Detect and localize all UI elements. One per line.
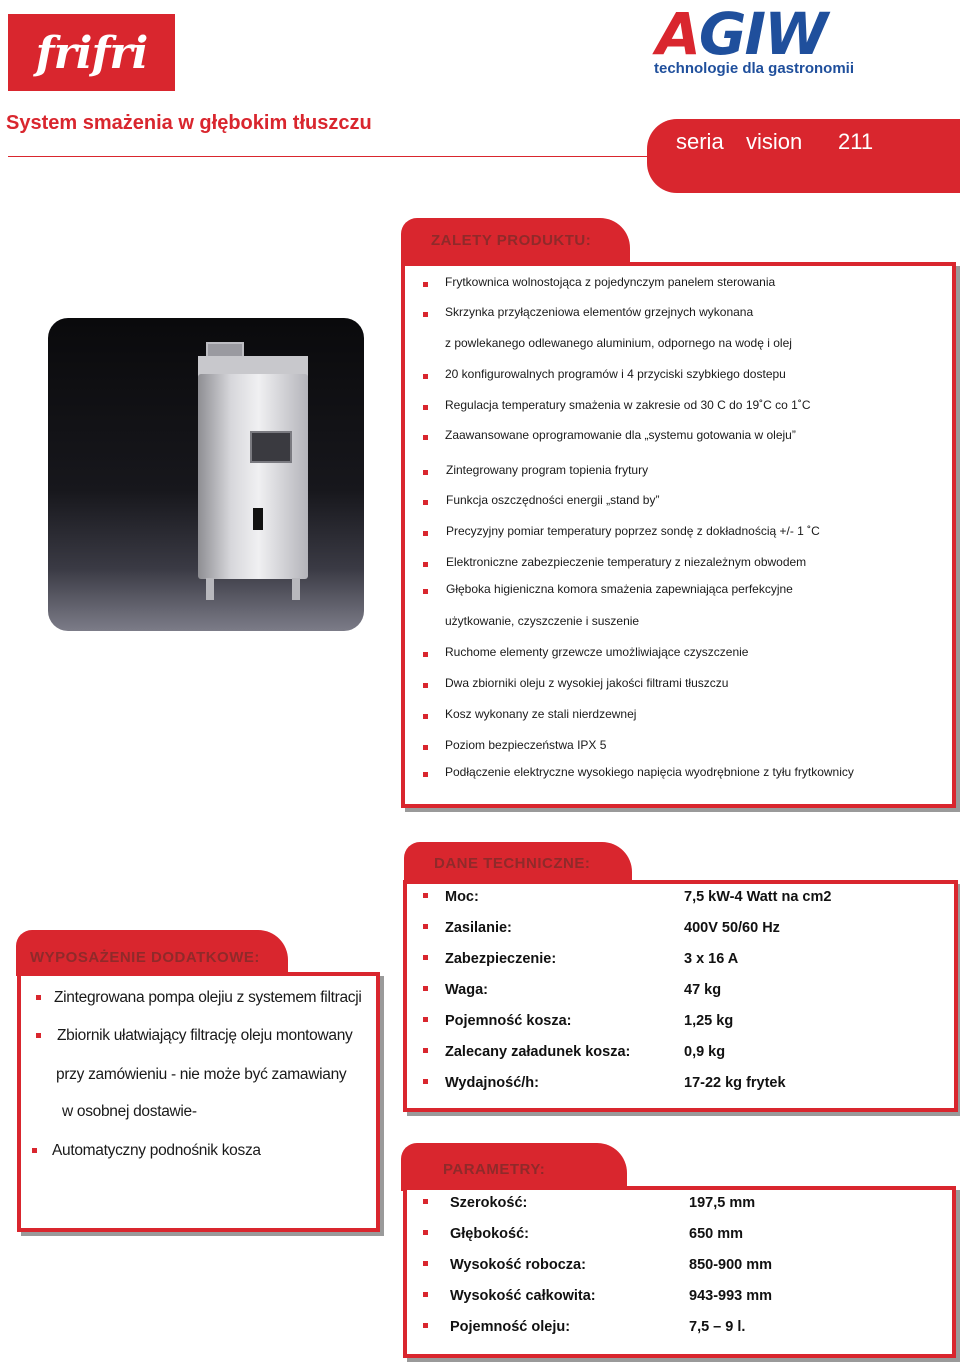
zalety-item: Zaawansowane oprogramowanie dla „systemu gotowania w oleju” <box>445 428 796 442</box>
list-bullet <box>423 1230 428 1235</box>
param-label: Pojemność oleju: <box>450 1319 571 1335</box>
wyposazenie-heading: WYPOSAŻENIE DODATKOWE: <box>30 949 260 966</box>
list-bullet <box>423 531 428 536</box>
spec-value: 1,25 kg <box>684 1013 734 1029</box>
list-bullet <box>423 435 428 440</box>
list-bullet <box>423 405 428 410</box>
list-bullet <box>423 374 428 379</box>
list-bullet <box>423 1292 428 1297</box>
list-bullet <box>423 312 428 317</box>
title-divider <box>8 156 648 157</box>
wyposazenie-box <box>17 972 380 1232</box>
param-label: Głębokość: <box>450 1226 529 1242</box>
zalety-item: Precyzyjny pomiar temperatury poprzez sondę z dokładnością +/- 1 ˚C <box>446 524 820 538</box>
list-bullet <box>423 1017 428 1022</box>
spec-label: Zabezpieczenie: <box>445 951 557 967</box>
zalety-item: Kosz wykonany ze stali nierdzewnej <box>445 707 637 721</box>
list-bullet <box>423 745 428 750</box>
list-bullet <box>423 683 428 688</box>
list-bullet <box>423 282 428 287</box>
param-label: Szerokość: <box>450 1195 528 1211</box>
zalety-item: Poziom bezpieczeństwa IPX 5 <box>445 738 607 752</box>
spec-value: 17-22 kg frytek <box>684 1075 786 1091</box>
spec-value: 400V 50/60 Hz <box>684 920 780 936</box>
spec-label: Moc: <box>445 889 479 905</box>
fryer-leg <box>292 578 300 600</box>
param-value: 7,5 – 9 l. <box>689 1319 746 1335</box>
wyposazenie-item: w osobnej dostawie- <box>62 1103 197 1120</box>
fryer-slot <box>253 508 263 530</box>
page-title: System smażenia w głębokim tłuszczu <box>6 112 372 134</box>
wyposazenie-item: Zbiornik ułatwiający filtrację oleju montowany <box>57 1027 353 1044</box>
list-bullet <box>32 1148 37 1153</box>
series-badge <box>647 119 960 193</box>
zalety-item: 20 konfigurowalnych programów i 4 przyciski szybkiego dostepu <box>445 367 786 381</box>
list-bullet <box>423 1048 428 1053</box>
param-value: 197,5 mm <box>689 1195 756 1211</box>
series-name: vision <box>746 129 803 154</box>
param-label: Wysokość robocza: <box>450 1257 586 1273</box>
zalety-item: Podłączenie elektryczne wysokiego napięcia wyodrębnione z tyłu frytkownicy <box>445 765 854 779</box>
product-photo <box>48 318 364 631</box>
zalety-item: Frytkownica wolnostojąca z pojedynczym panelem sterowania <box>445 275 776 289</box>
spec-label: Zasilanie: <box>445 920 512 936</box>
list-bullet <box>423 1323 428 1328</box>
wyposazenie-item: Automatyczny podnośnik kosza <box>52 1142 261 1159</box>
list-bullet <box>36 995 41 1000</box>
zalety-tab <box>401 218 630 266</box>
series-word: seria <box>676 129 724 154</box>
list-bullet <box>423 893 428 898</box>
param-value: 850-900 mm <box>689 1257 773 1273</box>
list-bullet <box>36 1033 41 1038</box>
spec-label: Pojemność kosza: <box>445 1013 572 1029</box>
wyposazenie-item: Zintegrowana pompa olejiu z systemem filtracji <box>54 989 362 1006</box>
spec-value: 47 kg <box>684 982 722 998</box>
zalety-item: użytkowanie, czyszczenie i suszenie <box>445 614 640 628</box>
spec-value: 0,9 kg <box>684 1044 726 1060</box>
zalety-heading: ZALETY PRODUKTU: <box>431 232 592 249</box>
zalety-item: Funkcja oszczędności energii „stand by” <box>446 493 660 507</box>
list-bullet <box>423 1261 428 1266</box>
zalety-item: Głęboka higieniczna komora smażenia zapewniająca perfekcyjne <box>446 582 793 596</box>
param-value: 943-993 mm <box>689 1288 773 1304</box>
agw-tagline: technologie dla gastronomii <box>654 60 855 77</box>
zalety-item: Elektroniczne zabezpieczenie temperatury z niezależnym obwodem <box>446 555 807 569</box>
parametry-heading: PARAMETRY: <box>443 1161 546 1178</box>
list-bullet <box>423 500 428 505</box>
param-value: 650 mm <box>689 1226 744 1242</box>
zalety-item: Zintegrowany program topienia frytury <box>446 463 649 477</box>
series-number: 211 <box>838 129 874 154</box>
list-bullet <box>423 1199 428 1204</box>
spec-label: Waga: <box>445 982 488 998</box>
list-bullet <box>423 1079 428 1084</box>
zalety-item: Skrzynka przyłączeniowa elementów grzejnych wykonana <box>445 305 754 319</box>
spec-value: 7,5 kW-4 Watt na cm2 <box>684 889 832 905</box>
dane-heading: DANE TECHNICZNE: <box>434 855 591 872</box>
zalety-item: Dwa zbiorniki oleju z wysokiej jakości filtrami tłuszczu <box>445 676 729 690</box>
agw-logo <box>652 0 882 82</box>
param-label: Wysokość całkowita: <box>450 1288 596 1304</box>
list-bullet <box>423 955 428 960</box>
list-bullet <box>423 986 428 991</box>
wyposazenie-item: przy zamówieniu - nie może być zamawiany <box>56 1066 347 1083</box>
list-bullet <box>423 562 428 567</box>
frifri-logo <box>8 14 175 91</box>
spec-label: Wydajność/h: <box>445 1075 539 1091</box>
fryer-leg <box>206 578 214 600</box>
list-bullet <box>423 772 428 777</box>
list-bullet <box>423 470 428 475</box>
zalety-item: Regulacja temperatury smażenia w zakresie od 30 C do 19˚C co 1˚C <box>445 398 811 412</box>
fryer-control-panel <box>250 431 292 463</box>
zalety-item: Ruchome elementy grzewcze umożliwiające czyszczenie <box>445 645 749 659</box>
zalety-item: z powlekanego odlewanego aluminium, odpornego na wodę i olej <box>445 336 792 350</box>
fryer-body <box>198 374 308 579</box>
parametry-tab <box>401 1143 627 1191</box>
spec-label: Zalecany załadunek kosza: <box>445 1044 631 1060</box>
list-bullet <box>423 924 428 929</box>
list-bullet <box>423 714 428 719</box>
spec-value: 3 x 16 A <box>684 951 739 967</box>
list-bullet <box>423 652 428 657</box>
wyposazenie-tab <box>16 930 288 976</box>
list-bullet <box>423 589 428 594</box>
agw-logo-text: AGIW <box>656 0 827 68</box>
frifri-logo-text: frifri <box>35 28 148 79</box>
